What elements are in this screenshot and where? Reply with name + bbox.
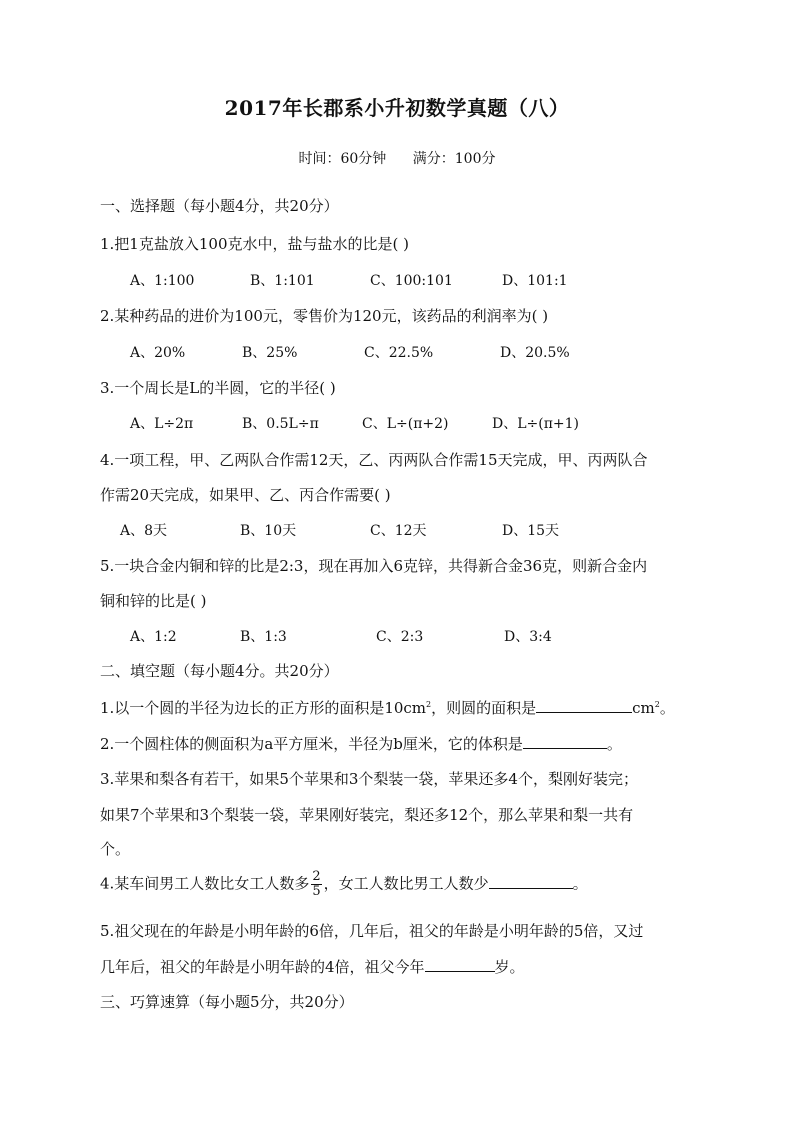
option-d: D、L÷(π+1) (492, 416, 580, 432)
answer-blank[interactable] (425, 957, 495, 972)
fraction (311, 870, 321, 899)
option-d: D、101:1 (502, 273, 568, 289)
option-d: D、3:4 (504, 629, 552, 645)
option-a: A、8天 (120, 523, 168, 539)
option-b: B、1:101 (250, 273, 315, 289)
option-c: C、22.5% (364, 345, 434, 361)
option-d: D、15天 (502, 523, 560, 539)
section-heading-choice: 一、选择题（每小题4分，共20分） (100, 197, 339, 215)
option-b: B、1:3 (240, 629, 287, 645)
question-2-2-end: 。 (606, 735, 622, 753)
option-c: C、L÷(π+2) (362, 416, 449, 432)
exam-score: 满分：100分 (412, 151, 496, 167)
option-a: A、20% (130, 345, 186, 361)
fraction-denominator: 5 (312, 884, 321, 899)
question-2-2 (100, 733, 622, 754)
question-1-5-line2: 铜和锌的比是( ) (100, 592, 207, 610)
question-1-4-line2: 作需20天完成，如果甲、乙、丙合作需要( ) (100, 486, 391, 504)
fraction-numerator: 2 (312, 869, 321, 884)
question-2-2-prefix: 2.一个圆柱体的侧面积为a平方厘米，半径为b厘米，它的体积是 (100, 735, 523, 753)
option-c: C、2:3 (376, 629, 424, 645)
section-heading-fill: 二、填空题（每小题4分。共20分） (100, 662, 339, 680)
superscript: 2 (654, 700, 660, 709)
answer-blank[interactable] (489, 874, 573, 889)
option-a: A、1:2 (130, 629, 177, 645)
option-b: B、0.5L÷π (242, 416, 319, 432)
question-2-3-line2: 如果7个苹果和3个梨装一袋，苹果刚好装完，梨还多12个，那么苹果和梨一共有 (100, 806, 634, 824)
option-d: D、20.5% (500, 345, 570, 361)
unit: cm (632, 699, 655, 717)
superscript: 2 (426, 700, 432, 709)
question-2-1-prefix: 1.以一个圆的半径为边长的正方形的面积是10cm (100, 699, 427, 717)
question-2-5-end: 岁。 (494, 958, 525, 976)
exam-time: 时间：60分钟 (298, 151, 387, 167)
question-2-5-line1: 5.祖父现在的年龄是小明年龄的6倍，几年后，祖父的年龄是小明年龄的5倍，又过 (100, 922, 644, 940)
exam-meta (0, 148, 794, 168)
option-a: A、L÷2π (130, 416, 194, 432)
question-2-4-middle: ，女工人数比男工人数少 (323, 874, 489, 893)
question-2-5-prefix: 几年后，祖父的年龄是小明年龄的4倍，祖父今年 (100, 958, 425, 976)
question-1-2: 2.某种药品的进价为100元，零售价为120元，该药品的利润率为( ) (100, 307, 549, 325)
question-2-4-prefix: 4.某车间男工人数比女工人数多 (100, 874, 310, 893)
question-2-1-middle: ，则圆的面积是 (431, 699, 537, 717)
question-2-5-line2 (100, 956, 525, 977)
option-a: A、1:100 (130, 273, 195, 289)
option-c: C、12天 (370, 523, 427, 539)
question-2-3-line3: 个。 (100, 840, 131, 858)
answer-blank[interactable] (536, 698, 632, 713)
option-c: C、100:101 (370, 273, 453, 289)
page-title: 2017年长郡系小升初数学真题（八） (224, 96, 570, 120)
question-2-4 (100, 870, 588, 899)
question-2-1-end: 。 (659, 699, 675, 717)
question-2-4-end: 。 (572, 874, 588, 893)
answer-blank[interactable] (523, 734, 607, 749)
question-2-3-line1: 3.苹果和梨各有若干，如果5个苹果和3个梨装一袋，苹果还多4个，梨刚好装完； (100, 770, 638, 788)
section-heading-calc: 三、巧算速算（每小题5分，共20分） (100, 993, 354, 1011)
question-1-1: 1.把1克盐放入100克水中，盐与盐水的比是( ) (100, 235, 409, 253)
option-b: B、25% (242, 345, 298, 361)
question-2-1 (100, 697, 675, 718)
option-b: B、10天 (240, 523, 297, 539)
question-1-3: 3.一个周长是L的半圆，它的半径( ) (100, 379, 336, 397)
question-1-4-line1: 4.一项工程，甲、乙两队合作需12天，乙、丙两队合作需15天完成，甲、丙两队合 (100, 451, 648, 469)
question-1-5-line1: 5.一块合金内铜和锌的比是2:3，现在再加入6克锌，共得新合金36克，则新合金内 (100, 557, 648, 575)
